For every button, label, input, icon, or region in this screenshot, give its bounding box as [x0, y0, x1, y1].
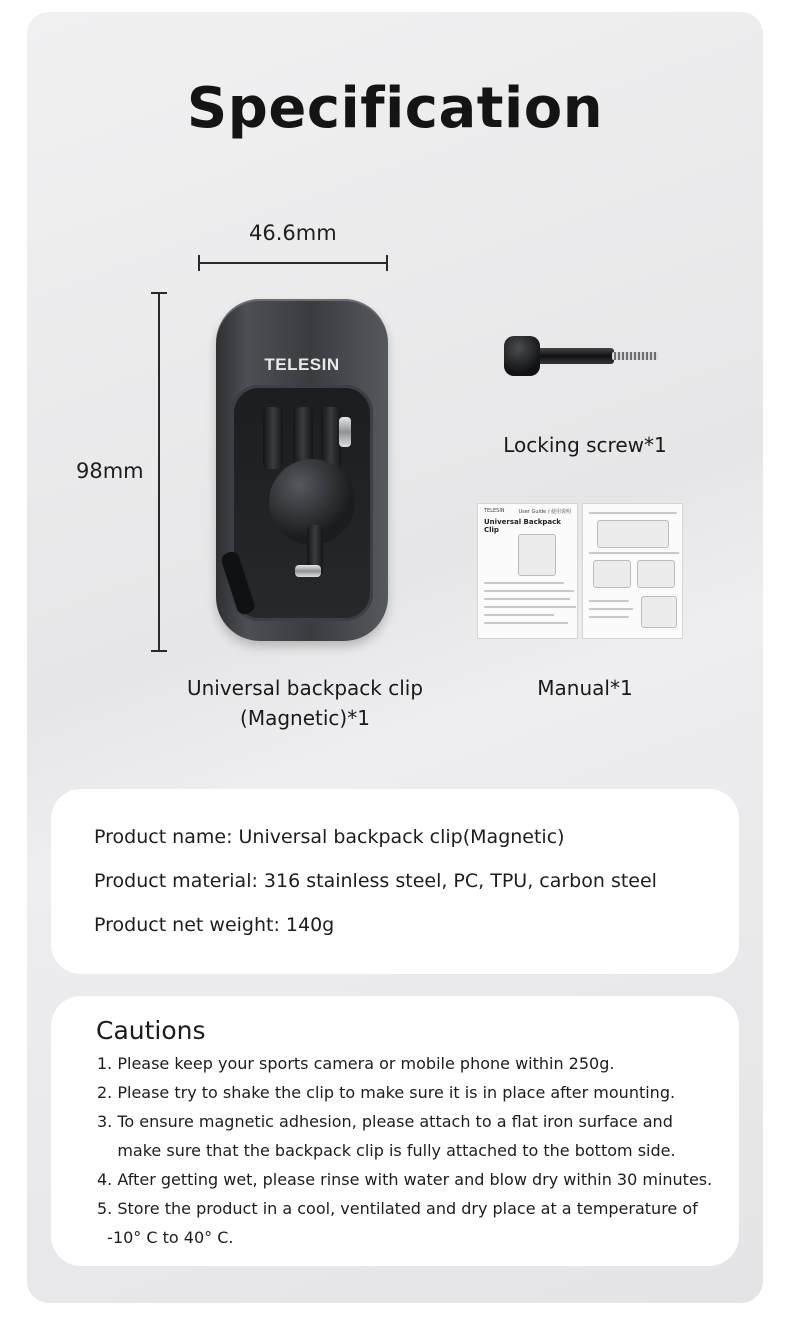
mount-prong-right: [321, 407, 341, 469]
width-dimension-line: [198, 262, 388, 264]
width-dimension-label: 46.6mm: [249, 221, 337, 245]
brand-logo: TELESIN: [264, 355, 340, 374]
page-title: Specification: [186, 76, 604, 141]
backpack-clip-image: [216, 299, 388, 641]
manual-image: [477, 503, 683, 639]
height-dimension-label: 98mm: [76, 459, 144, 483]
caution-item: -10° C to 40° C.: [97, 1228, 234, 1247]
caution-item: 4. After getting wet, please rinse with water and blow dry within 30 minutes.: [97, 1170, 713, 1189]
manual-page-left: [477, 503, 578, 639]
manual-text-line: [484, 606, 576, 608]
manual-text-line: [484, 622, 568, 624]
manual-text-line: [589, 552, 679, 554]
caution-item: make sure that the backpack clip is fully attached to the bottom side.: [97, 1141, 676, 1160]
spec-info-box: [51, 789, 739, 974]
mount-knob-top: [339, 417, 351, 447]
manual-text-line: [484, 590, 574, 592]
screw-head: [504, 336, 540, 376]
manual-figure: [641, 596, 677, 628]
cautions-box: [51, 996, 739, 1266]
screw-thread: [612, 352, 658, 360]
manual-page-header: User Guide / 使用说明: [518, 509, 571, 515]
clip-caption-line2: (Magnetic)*1: [240, 706, 370, 730]
mount-knob-bottom: [295, 565, 321, 577]
manual-page-brand: TELESIN: [484, 508, 505, 514]
manual-text-line: [589, 600, 629, 602]
caution-item: 3. To ensure magnetic adhesion, please attach to a flat iron surface and: [97, 1112, 673, 1131]
mount-prong-left: [263, 407, 283, 469]
product-weight: Product net weight: 140g: [94, 914, 335, 936]
locking-screw-image: [500, 334, 662, 378]
clip-caption: [140, 673, 470, 733]
manual-page-right: [582, 503, 683, 639]
manual-figure: [593, 560, 631, 588]
manual-text-line: [589, 616, 629, 618]
caution-item: 2. Please try to shake the clip to make sure it is in place after mounting.: [97, 1083, 676, 1102]
caution-item: 1. Please keep your sports camera or mobile phone within 250g.: [97, 1054, 615, 1073]
height-dimension-line: [158, 292, 160, 652]
clip-mount-recess: [231, 385, 373, 621]
manual-figure: [518, 534, 556, 576]
manual-text-line: [484, 598, 570, 600]
manual-text-line: [589, 512, 677, 514]
manual-text-line: [589, 608, 633, 610]
screw-shaft: [534, 348, 614, 364]
manual-page-title: Universal Backpack Clip: [484, 518, 561, 534]
manual-text-line: [484, 582, 564, 584]
screw-caption: Locking screw*1: [503, 433, 667, 457]
manual-figure: [637, 560, 675, 588]
manual-figure: [597, 520, 669, 548]
release-lever: [220, 550, 257, 616]
clip-caption-line1: Universal backpack clip: [186, 676, 424, 700]
manual-caption: Manual*1: [537, 676, 633, 700]
manual-text-line: [484, 614, 554, 616]
cautions-title: Cautions: [96, 1016, 206, 1045]
product-name: Product name: Universal backpack clip(Magnetic): [94, 826, 565, 848]
product-material: Product material: 316 stainless steel, PC, TPU, carbon steel: [94, 870, 657, 892]
caution-item: 5. Store the product in a cool, ventilated and dry place at a temperature of: [97, 1199, 698, 1218]
